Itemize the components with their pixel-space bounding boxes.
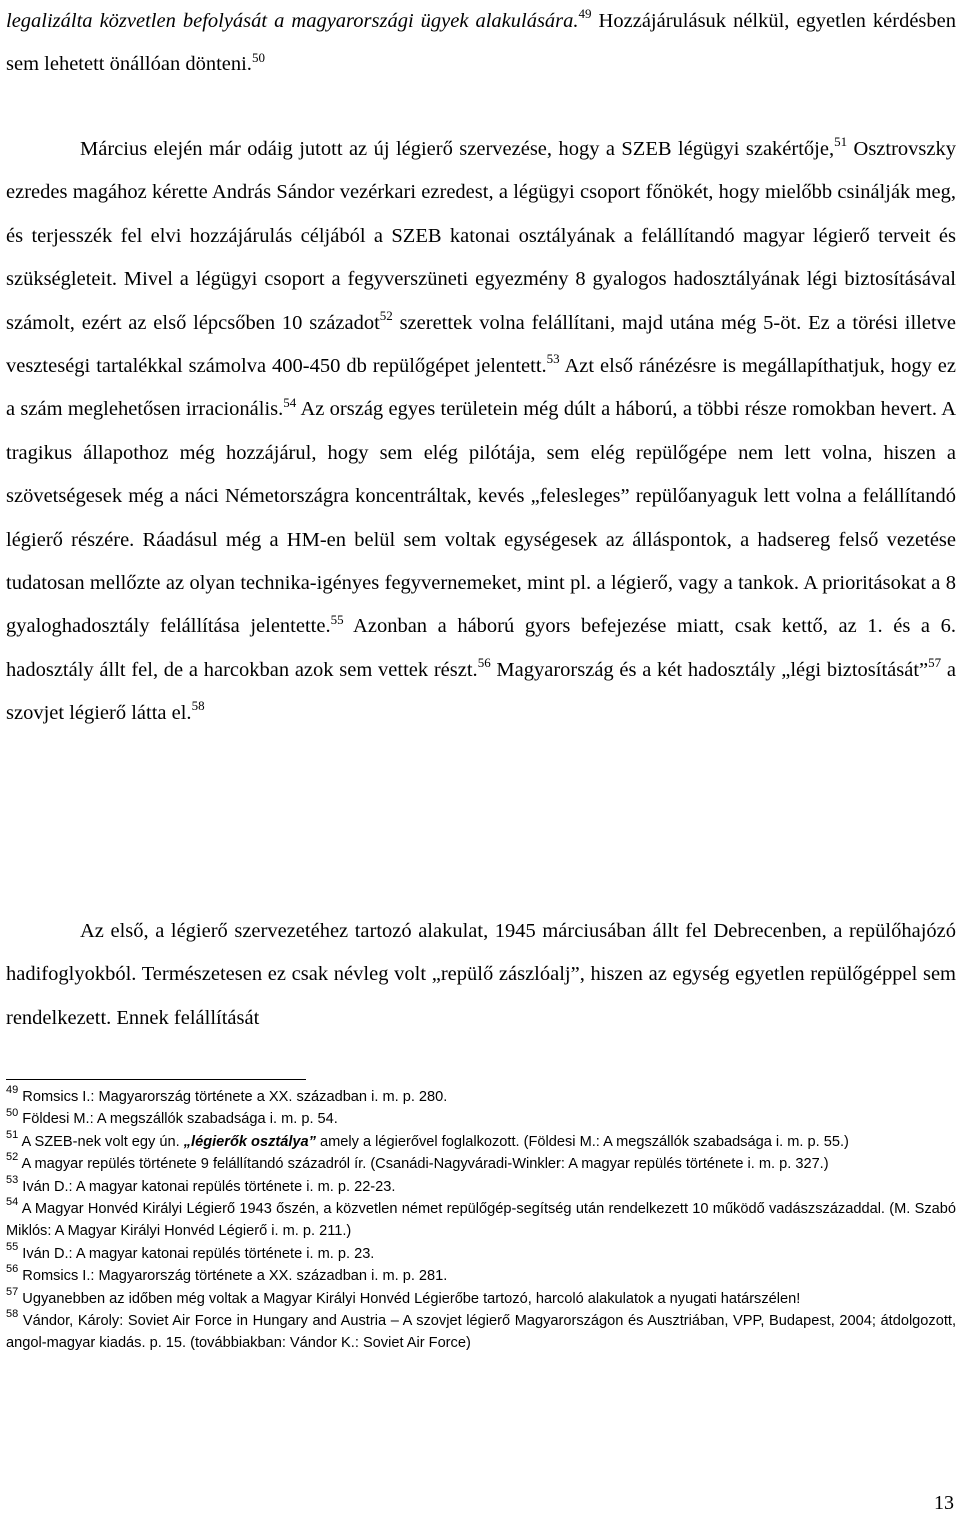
footnote-text: Romsics I.: Magyarország története a XX. században i. m. p. 280. <box>18 1089 448 1105</box>
footnote-53 <box>6 1173 956 1198</box>
footnote-ref-57[interactable]: 57 <box>928 655 942 671</box>
footnote-text: A magyar repülés története 9 felállítandó századról ír. (Csanádi-Nagyváradi-Winkler: A magyar repülés története i. m. p. 327.) <box>18 1156 829 1173</box>
footnote-51 <box>6 1128 956 1153</box>
footnote-number: 50 <box>6 1106 19 1119</box>
footnote-55 <box>6 1240 956 1265</box>
footnote-57 <box>6 1285 956 1310</box>
paragraph-3 <box>6 910 956 1040</box>
paragraph-text: Osztrovszky ezredes magához kérette András Sándor vezérkari ezredest, a légügyi csoport főnökét, hogy mielőbb csinálják meg, és terjesszék fel elvi hozzájárulás céljából a SZEB katonai osztályának a felállítandó magyar légierő terveit és szükségleteit. Mivel a légügyi csoport a fegyverszüneti egyezmény 8 gyalogos hadosztályának légi biztosításával számolt, ezért az első lépcsőben 10 századot <box>6 138 957 334</box>
paragraph-text: Az ország egyes területein még dúlt a háború, a többi része romokban hevert. A tragikus állapothoz még hozzájárul, hogy sem elég pilótája, sem elég repülőgépe nem lett volna, hiszen a szövetségesek még a náci Németországra koncentráltak, kevés „felesleges” repülőanyaguk lett volna a felállítandó légierő részére. Ráadásul még a HM-en belül sem voltak egységesek az álláspontok, a hadsereg felső vezetése tudatosan mellőzte az olyan technika-igényes fegyvernemeket, mint pl. a légierő, vagy a tankok. A prioritásokat a 8 gyaloghadosztály felállítása jelentette. <box>6 398 957 638</box>
paragraph-text: Azonban a háború gyors befejezése miatt, csak kettő, az 1. és a 6. hadosztály állt fel, de a harcokban azok sem vettek részt. <box>6 615 956 681</box>
footnote-number: 54 <box>6 1196 19 1209</box>
footnote-58 <box>6 1310 956 1355</box>
footnote-ref-55[interactable]: 55 <box>330 611 344 627</box>
footnote-number: 58 <box>6 1308 19 1321</box>
paragraph-text: Azt első ránézésre is megállapíthatjuk, hogy ez a szám meglehetősen irracionális. <box>6 355 956 421</box>
footnote-separator <box>6 1079 306 1080</box>
footnote-text: Romsics I.: Magyarország története a XX. században i. m. p. 281. <box>18 1268 448 1285</box>
footnote-number: 56 <box>6 1263 19 1276</box>
footnote-text: Iván D.: A magyar katonai repülés története i. m. p. 23. <box>18 1245 375 1262</box>
footnote-49 <box>6 1086 956 1108</box>
paragraph-text: Magyarország és a két hadosztály „légi biztosítását” <box>490 658 929 681</box>
italic-phrase: legalizálta közvetlen befolyását a magyarországi ügyek alakulására. <box>6 10 579 32</box>
footnote-number: 52 <box>6 1151 19 1164</box>
footnote-ref-56[interactable]: 56 <box>477 655 491 671</box>
footnote-text: Iván D.: A magyar katonai repülés története i. m. p. 22-23. <box>18 1178 396 1195</box>
paragraph-text: Március elején már odáig jutott az új légierő szervezése, hogy a SZEB légügyi szakértője, <box>80 138 835 160</box>
footnote-text: A Magyar Honvéd Királyi Légierő 1943 őszén, a közvetlen német repülőgép-segítség után rendelkezett 10 működő vadászszázaddal. (M. Szabó Miklós: A Magyar Királyi Honvéd Légierő i. m. p. 211.) <box>6 1201 956 1240</box>
footnote-52 <box>6 1153 956 1175</box>
footnote-text: Földesi M.: A megszállók szabadsága i. m. p. 54. <box>18 1111 338 1128</box>
footnote-ref-50[interactable]: 50 <box>251 49 265 65</box>
footnote-number: 49 <box>6 1084 19 1097</box>
footnote-number: 57 <box>6 1285 19 1298</box>
page-number: 13 <box>934 1492 954 1514</box>
footnote-ref-52[interactable]: 52 <box>379 307 393 323</box>
footnote-ref-54[interactable]: 54 <box>283 394 297 410</box>
footnote-text: A SZEB-nek volt egy ún. <box>18 1133 184 1150</box>
footnote-emphasis: „légierők osztálya” <box>183 1133 316 1150</box>
paragraph-text: szerettek volna felállítani, majd utána még 5-öt. Ez a törési illetve veszteségi tartalékkal számolva 400-450 db repülőgépet jelentett. <box>6 311 956 378</box>
footnote-number: 55 <box>6 1240 19 1253</box>
footnote-ref-49[interactable]: 49 <box>578 6 592 22</box>
footnote-ref-58[interactable]: 58 <box>191 698 205 714</box>
footnote-text: Vándor, Károly: Soviet Air Force in Hungary and Austria – A szovjet légierő Magyarországon és Ausztriában, VPP, Budapest, 2004; átdolgozott, angol-magyar kiadás. p. 15. (továbbiakban: Vándor K.: Soviet Air Force) <box>6 1313 956 1352</box>
footnote-ref-51[interactable]: 51 <box>834 134 848 150</box>
footnote-number: 53 <box>6 1173 19 1186</box>
footnote-text: amely a légierővel foglalkozott. (Földesi M.: A megszállók szabadsága i. m. p. 55.) <box>315 1133 849 1150</box>
paragraph-text: Hozzájárulásuk nélkül, egyetlen kérdésben sem lehetett önállóan dönteni. <box>6 10 957 76</box>
paragraph-text: a szovjet légierő látta el. <box>6 658 956 725</box>
paragraph-2 <box>6 128 956 736</box>
footnote-number: 51 <box>6 1128 19 1141</box>
paragraph-1 <box>6 0 956 87</box>
footnote-ref-53[interactable]: 53 <box>546 351 560 367</box>
footnotes-section <box>6 1086 956 1355</box>
paragraph-text: Az első, a légierő szervezetéhez tartozó alakulat, 1945 márciusában állt fel Debrecenben, a repülőhajózó hadifoglyokból. Természetesen ez csak névleg volt „repülő zászlóalj”, hiszen az egység egyetlen repülőgéppel sem rendelkezett. Ennek felállítását <box>6 920 956 1029</box>
footnote-54 <box>6 1198 956 1243</box>
footnote-50 <box>6 1108 956 1130</box>
footnote-56 <box>6 1265 956 1287</box>
footnote-text: Ugyanebben az időben még voltak a Magyar Királyi Honvéd Légierőbe tartozó, harcoló alakulatok a nyugati határszélen! <box>18 1290 801 1307</box>
